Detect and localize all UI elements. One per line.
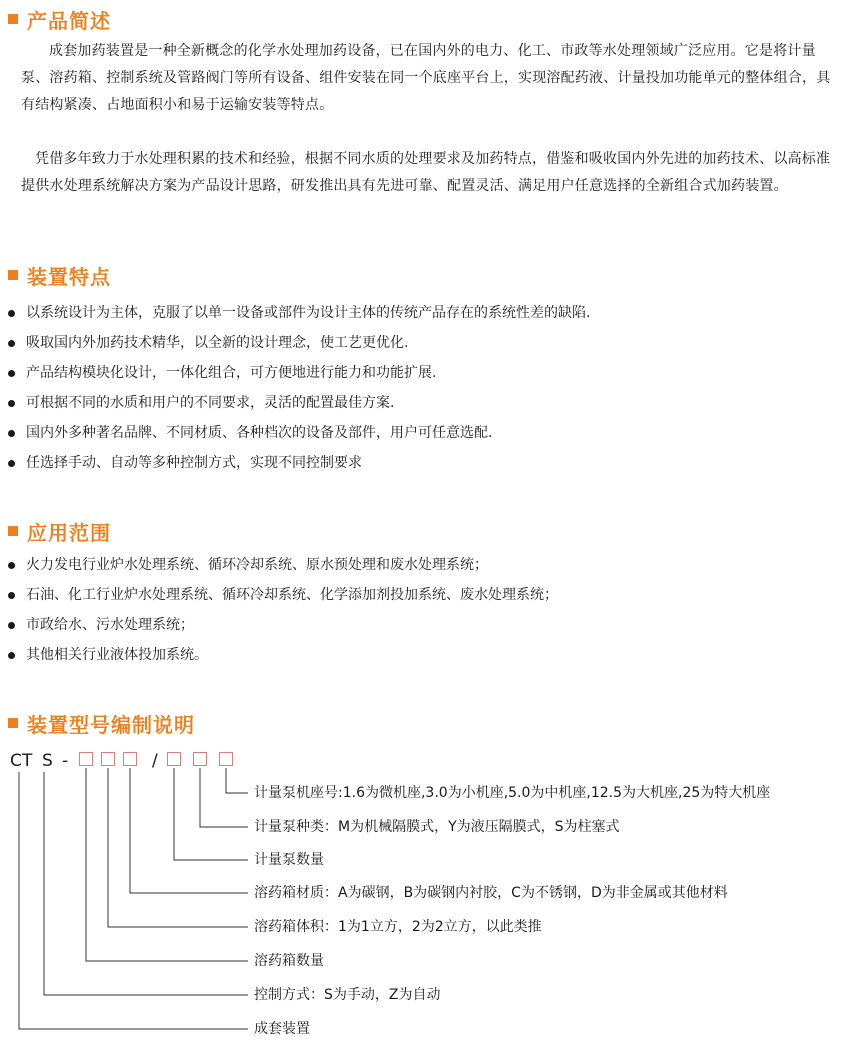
code-char-s: S: [42, 751, 53, 771]
list-item: 产品结构模块化设计，一体化组合，可方便地进行能力和功能扩展.: [8, 358, 590, 388]
list-item: 以系统设计为主体，克服了以单一设备或部件为设计主体的传统产品存在的系统性差的缺陷.: [8, 298, 590, 328]
list-item: 市政给水、污水处理系统；: [8, 610, 558, 640]
list-item: 火力发电行业炉水处理系统、循环冷却系统、原水预处理和废水处理系统；: [8, 550, 558, 580]
code-desc-pump-base: 计量泵机座号:1.6为微机座,3.0为小机座,5.0为中机座,12.5为大机座,25为特大机座: [254, 785, 771, 801]
code-char-dash: -: [62, 751, 69, 771]
connector-line: [200, 768, 248, 827]
code-desc-tank-volume: 溶药箱体积：1为1立方，2为2立方，以此类推: [254, 919, 542, 935]
code-desc-pump-count: 计量泵数量: [254, 852, 324, 868]
section-title-overview: 产品简述: [27, 8, 111, 33]
list-item: 可根据不同的水质和用户的不同要求，灵活的配置最佳方案.: [8, 388, 590, 418]
code-char-t: T: [22, 751, 33, 771]
connector-line: [174, 768, 248, 860]
list-item: 国内外多种著名品牌、不同材质、各种档次的设备及部件，用户可任意选配.: [8, 418, 590, 448]
connector-line: [86, 768, 248, 961]
list-item: 任选择手动、自动等多种控制方式，实现不同控制要求: [8, 448, 590, 478]
connector-line: [226, 768, 248, 793]
connector-line: [130, 768, 248, 893]
section-title-model-code: 装置型号编制说明: [27, 712, 195, 737]
connector-line: [108, 768, 248, 927]
section-title-applications: 应用范围: [27, 520, 111, 545]
code-desc-control-mode: 控制方式：S为手动，Z为自动: [254, 987, 441, 1003]
overview-paragraph-2: 凭借多年致力于水处理积累的技术和经验，根据不同水质的处理要求及加药特点，借鉴和吸收国内外先进的加药技术、以高标准提供水处理系统解决方案为产品设计思路，研发推出具有先进可靠、配置灵活、满足用户任意选择的全新组合式加药装置。: [21, 151, 831, 194]
code-desc-pump-type: 计量泵种类：M为机械隔膜式，Y为液压隔膜式，S为柱塞式: [254, 819, 620, 835]
overview-paragraph-1: 成套加药装置是一种全新概念的化学水处理加药设备，已在国内外的电力、化工、市政等水处理领域广泛应用。它是将计量泵、溶药箱、控制系统及管路阀门等所有设备、组件安装在同一个底座平台上，实现溶配药液、计量投加功能单元的整体组合，具有结构紧凑、占地面积小和易于运输安装等特点。: [21, 43, 831, 113]
code-desc-tank-count: 溶药箱数量: [254, 953, 324, 969]
list-item: 其他相关行业液体投加系统。: [8, 640, 558, 670]
connector-line: [19, 772, 248, 1029]
list-item: 吸取国内外加药技术精华，以全新的设计理念，使工艺更优化.: [8, 328, 590, 358]
list-item: 石油、化工行业炉水处理系统、循环冷却系统、化学添加剂投加系统、废水处理系统；: [8, 580, 558, 610]
code-char-slash: /: [152, 751, 158, 771]
connector-line: [44, 772, 248, 995]
section-title-features: 装置特点: [27, 264, 111, 289]
code-char-c: C: [10, 751, 22, 771]
code-desc-complete-unit: 成套装置: [254, 1021, 310, 1037]
code-desc-tank-material: 溶药箱材质：A为碳钢，B为碳钢内衬胶，C为不锈钢，D为非金属或其他材料: [254, 885, 728, 901]
